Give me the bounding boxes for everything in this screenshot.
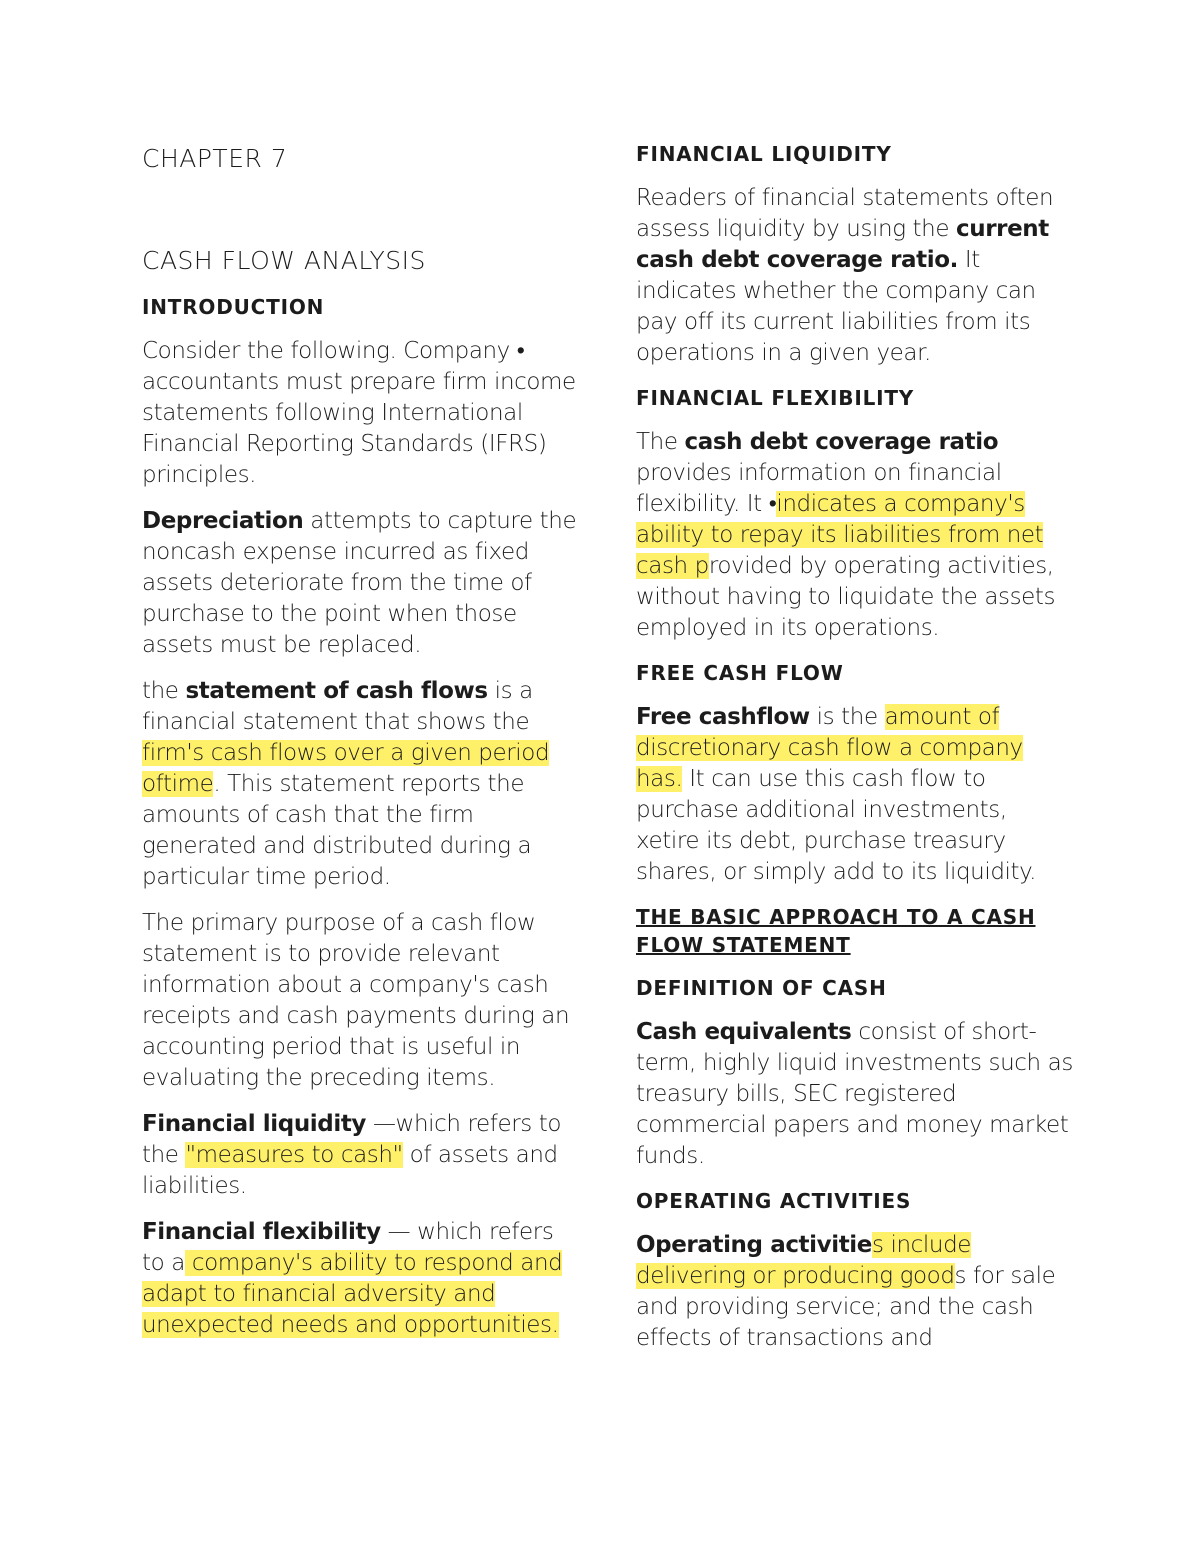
scf-post: . This statement reports the amounts of cash that the firm generated and distributed during a particular time period. [142, 771, 532, 890]
fl-term: current cash debt coverage ratio. [636, 216, 1049, 273]
ff-term: cash debt coverage ratio [684, 429, 999, 455]
liquidity-mid: —which refers to the [142, 1111, 562, 1168]
depreciation-paragraph [142, 506, 582, 661]
depreciation-term: Depreciation [142, 508, 304, 534]
cash-equivalents-text [636, 1017, 1076, 1172]
free-cash-flow-text [636, 702, 1076, 888]
chapter-title: CHAPTER 7 [142, 144, 288, 173]
financial-flexibility-text [636, 427, 1076, 644]
depreciation-text: attempts to capture the noncash expense incurred as fixed assets deteriorate from the time of purchase to the point when those assets must be replaced. [142, 508, 577, 658]
fcf-mid: is the [809, 704, 885, 730]
fl-post: It indicates whether the company can pay off its current liabilities from its operations in a given year. [636, 247, 1036, 366]
introduction-paragraph: Consider the following. Company • accountants must prepare firm income statements following International Financial Reporting Standards (IFRS) principles. [142, 338, 576, 488]
statement-of-cash-flows-paragraph [142, 676, 582, 893]
operating-activities-heading: OPERATING ACTIVITIES [636, 1189, 912, 1213]
liquidity-post: of assets and liabilities. [142, 1142, 558, 1199]
purpose-paragraph: The primary purpose of a cash flow statement is to provide relevant information about a company's cash receipts and cash payments during an accounting period that is useful in evaluating the preceding items. [142, 910, 570, 1091]
introduction-heading: INTRODUCTION [142, 295, 325, 319]
scf-highlight: firm's cash flows over a given period oftime [142, 740, 550, 797]
fl-pre: Readers of financial statements often assess liquidity by using the [636, 185, 1054, 242]
free-cash-flow-heading: FREE CASH FLOW [636, 661, 844, 685]
basic-approach-heading: THE BASIC APPROACH TO A CASH FLOW STATEMENT [636, 905, 1036, 957]
ce-post: consist of short-term, highly liquid investments such as treasury bills, SEC registered commercial papers and money market funds. [636, 1019, 1073, 1169]
op-term: Operating activitie [636, 1232, 872, 1258]
ce-term: Cash equivalents [636, 1019, 852, 1045]
fcf-post: It can use this cash flow to purchase additional investments, xetire its debt, purchase treasury shares, or simply add to its liquidity. [636, 766, 1036, 885]
definition-of-cash-heading: DEFINITION OF CASH [636, 976, 887, 1000]
ff-post: rovided by operating activities, without having to liquidate the assets employed in its operations. [636, 553, 1056, 641]
operating-activities-text [636, 1230, 1076, 1354]
left-column [142, 140, 582, 1341]
op-post: s for sale and providing service; and the cash effects of transactions and [636, 1263, 1056, 1351]
scf-mid: is a financial statement that shows the [142, 678, 533, 735]
op-highlight: s include delivering or producing good [636, 1232, 972, 1289]
ff-highlight: indicates a company's ability to repay its liabilities from net cash p [636, 491, 1044, 579]
financial-liquidity-heading: FINANCIAL LIQUIDITY [636, 142, 892, 166]
subject-title: CASH FLOW ANALYSIS [142, 246, 426, 275]
financial-flexibility-paragraph [142, 1217, 582, 1341]
fcf-highlight: amount of discretionary cash flow a company has. [636, 704, 1023, 792]
financial-liquidity-paragraph [142, 1109, 582, 1202]
scf-pre: the [142, 678, 186, 704]
liquidity-highlight: "measures to cash" [185, 1142, 403, 1168]
flexibility-term: Financial flexibility [142, 1219, 381, 1245]
flexibility-highlight: company's ability to respond and adapt to financial adversity and unexpected needs and opportunities. [142, 1250, 563, 1338]
financial-liquidity-text [636, 183, 1076, 369]
flexibility-mid: — which refers to a [142, 1219, 554, 1276]
scf-term: statement of cash flows [185, 678, 488, 704]
financial-flexibility-heading: FINANCIAL FLEXIBILITY [636, 386, 915, 410]
ff-mid: provides information on financial flexibility. It • [636, 460, 1002, 517]
liquidity-term: Financial liquidity [142, 1111, 367, 1137]
ff-pre: The [636, 429, 685, 455]
fcf-term: Free cashflow [636, 704, 810, 730]
right-column [636, 140, 1076, 1354]
